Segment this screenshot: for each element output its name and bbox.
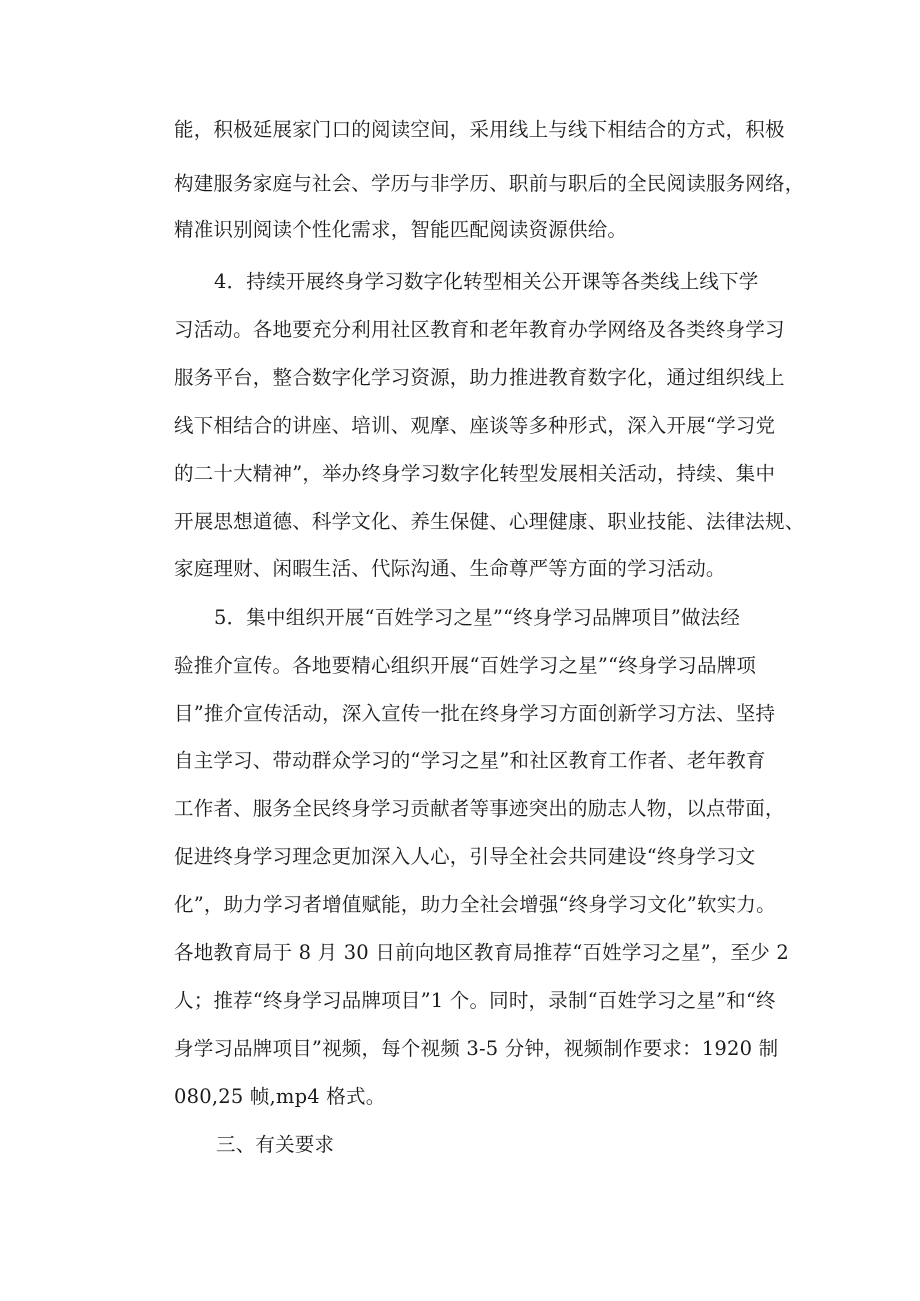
- paragraph-line: 化”，助力学习者增值赋能，助力全社会增强“终身学习文化”软实力。: [174, 893, 776, 916]
- paragraph-line: 验推介宣传。各地要精心组织开展“百姓学习之星”“终身学习品牌项: [174, 654, 757, 677]
- paragraph-line: 自主学习、带动群众学习的“学习之星”和社区教育工作者、老年教育: [174, 749, 766, 772]
- section-5-heading-line: 5．集中组织开展“百姓学习之星”“终身学习品牌项目”做法经: [214, 606, 741, 629]
- paragraph-line: 习活动。各地要充分利用社区教育和老年教育办学网络及各类终身学习: [174, 318, 785, 341]
- paragraph-line: 服务平台，整合数字化学习资源，助力推进教育数字化，通过组织线上: [174, 366, 785, 389]
- paragraph-line: 身学习品牌项目”视频，每个视频 3-5 分钟，视频制作要求：1920 制: [174, 1037, 779, 1060]
- paragraph-line: 目”推介宣传活动，深入宣传一批在终身学习方面创新学习方法、坚持: [174, 702, 776, 725]
- paragraph-line: 080,25 帧,mp4 格式。: [174, 1085, 386, 1108]
- paragraph-line: 工作者、服务全民终身学习贡献者等事迹突出的励志人物，以点带面，: [174, 797, 785, 820]
- paragraph-line: 各地教育局于 8 月 30 日前向地区教育局推荐“百姓学习之星”，至少 2: [174, 941, 789, 964]
- paragraph-line: 人；推荐“终身学习品牌项目”1 个。同时，录制“百姓学习之星”和“终: [174, 989, 776, 1012]
- paragraph-line: 促进终身学习理念更加深入人心，引导全社会共同建设“终身学习文: [174, 845, 756, 868]
- paragraph-line: 构建服务家庭与社会、学历与非学历、职前与职后的全民阅读服务网络，: [174, 172, 805, 195]
- paragraph-line: 的二十大精神”，举办终身学习数字化转型发展相关活动，持续、集中: [174, 462, 776, 485]
- paragraph-line: 家庭理财、闲暇生活、代际沟通、生命尊严等方面的学习活动。: [174, 557, 726, 580]
- paragraph-line: 线下相结合的讲座、培训、观摩、座谈等多种形式，深入开展“学习党: [174, 414, 776, 437]
- section-3-heading: 三、有关要求: [216, 1133, 335, 1156]
- paragraph-line: 精准识别阅读个性化需求，智能匹配阅读资源供给。: [174, 218, 628, 241]
- paragraph-line: 能，积极延展家门口的阅读空间，采用线上与线下相结合的方式，积极: [174, 118, 785, 141]
- paragraph-line: 开展思想道德、科学文化、养生保健、心理健康、职业技能、法律法规、: [174, 510, 805, 533]
- section-4-heading-line: 4．持续开展终身学习数字化转型相关公开课等各类线上线下学: [214, 270, 759, 293]
